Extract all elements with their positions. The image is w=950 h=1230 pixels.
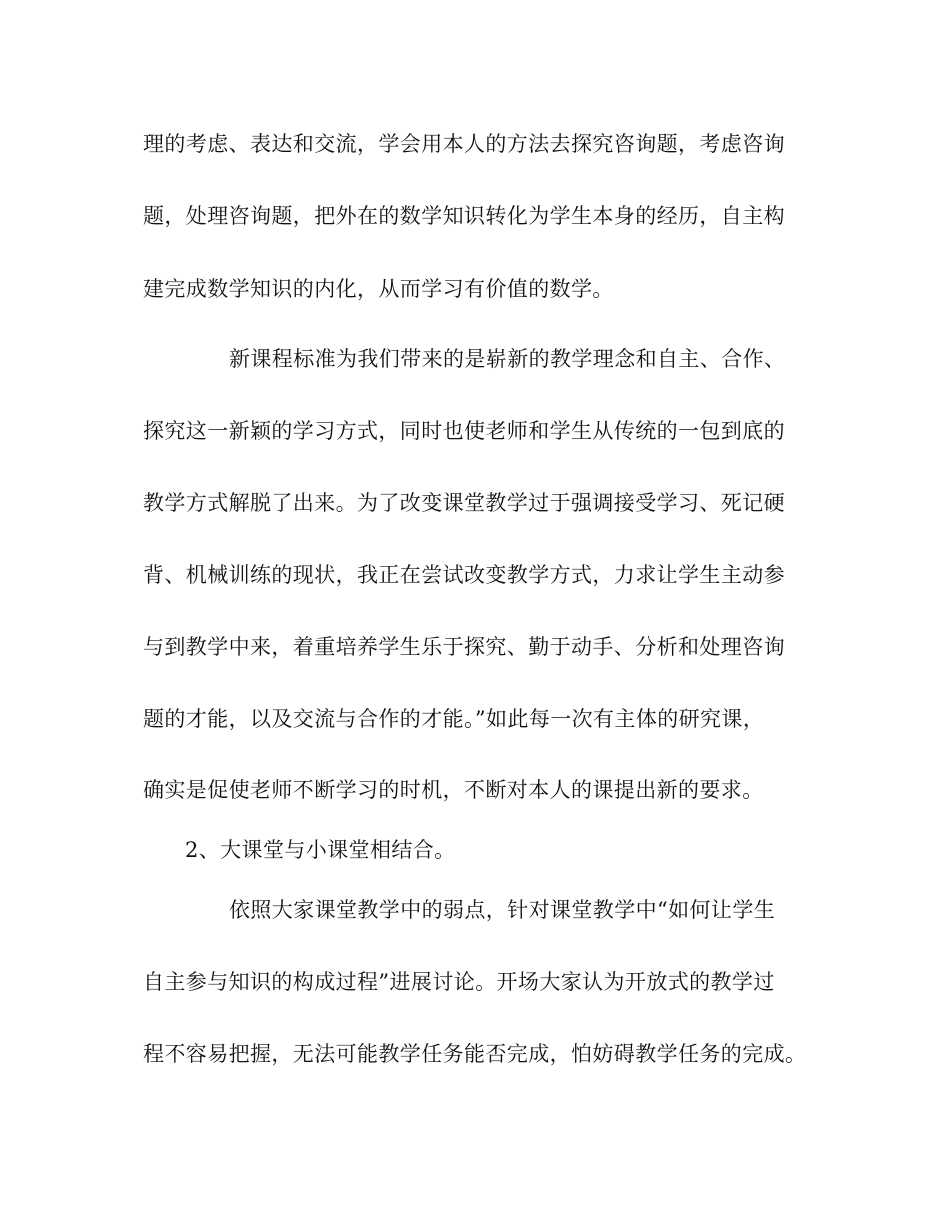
text-line: 确实是促使老师不断学习的时机，不断对本人的课提出新的要求。 [143, 778, 764, 802]
text-line: 题，处理咨询题，把外在的数学知识转化为学生本身的经历，自主构 [143, 204, 785, 228]
paragraph-start-line: 新课程标准为我们带来的是崭新的教学理念和自主、合作、 [229, 347, 786, 371]
text-line: 教学方式解脱了出来。为了改变课堂教学过于强调接受学习、死记硬 [143, 491, 785, 515]
text-line: 程不容易把握，无法可能教学任务能否完成，怕妨碍教学任务的完成。 [143, 1042, 807, 1066]
text-line: 自主参与知识的构成过程”进展讨论。开场大家认为开放式的教学过 [143, 970, 775, 994]
text-line: 与到教学中来，着重培养学生乐于探究、勤于动手、分析和处理咨询 [143, 635, 785, 659]
section-heading: 2、大课堂与小课堂相结合。 [185, 838, 456, 862]
paragraph-start-line: 依照大家课堂教学中的弱点，针对课堂教学中“如何让学生 [229, 898, 776, 922]
text-line: 探究这一新颖的学习方式，同时也使老师和学生从传统的一包到底的 [143, 419, 785, 443]
text-line: 题的才能，以及交流与合作的才能。”如此每一次有主体的研究课， [143, 707, 765, 731]
text-line: 背、机械训练的现状，我正在尝试改变教学方式，力求让学生主动参 [143, 563, 785, 587]
text-line: 建完成数学知识的内化，从而学习有价值的数学。 [143, 277, 614, 301]
text-line: 理的考虑、表达和交流，学会用本人的方法去探究咨询题，考虑咨询 [143, 132, 785, 156]
